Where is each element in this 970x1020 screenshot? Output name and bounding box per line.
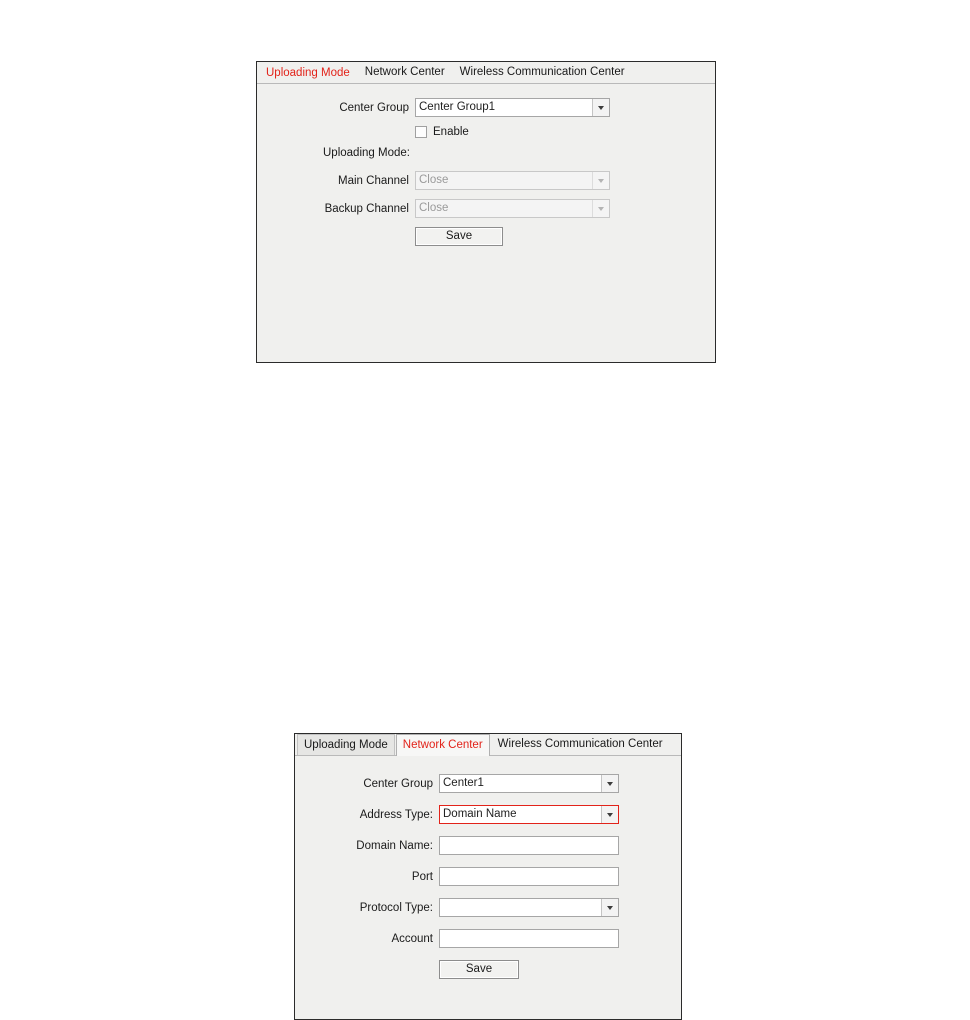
tabstrip-uploading (257, 62, 715, 84)
row-backup-channel (257, 199, 715, 218)
protocol-type-label: Protocol Type: (359, 901, 433, 914)
tab-uploading-mode[interactable]: Uploading Mode (297, 734, 395, 755)
main-channel-label: Main Channel (338, 174, 409, 187)
row-center-group (295, 774, 681, 793)
uploading-mode-dialog (256, 61, 716, 363)
main-channel-select[interactable] (415, 171, 610, 190)
uploading-mode-form (257, 84, 715, 246)
port-input[interactable] (439, 867, 619, 886)
enable-label: Enable (433, 126, 469, 138)
tab-network-center[interactable]: Network Center (396, 734, 490, 756)
center-group-value: Center Group1 (419, 101, 496, 113)
center-group-label: Center Group (339, 101, 409, 114)
save-button[interactable]: Save (439, 960, 519, 979)
center-group-select[interactable] (415, 98, 610, 117)
tab-wireless-communication-center[interactable]: Wireless Communication Center (459, 66, 625, 78)
main-channel-value: Close (419, 174, 449, 186)
tab-wireless-communication-center[interactable]: Wireless Communication Center (497, 738, 663, 750)
row-protocol-type (295, 898, 681, 917)
row-save (415, 227, 715, 246)
network-center-dialog (294, 733, 682, 1020)
port-label: Port (411, 870, 433, 883)
address-type-label: Address Type: (359, 808, 433, 821)
account-input[interactable] (439, 929, 619, 948)
domain-name-label: Domain Name: (356, 839, 433, 852)
tabstrip-network (295, 734, 681, 756)
row-address-type (295, 805, 681, 824)
center-group-label: Center Group (363, 777, 433, 790)
row-enable (415, 126, 715, 138)
backup-channel-label: Backup Channel (324, 202, 409, 215)
center-group-select[interactable] (439, 774, 619, 793)
tab-uploading-mode[interactable]: Uploading Mode (266, 67, 350, 79)
chevron-down-icon[interactable] (601, 899, 618, 916)
center-group-value: Center1 (443, 777, 484, 789)
account-label: Account (391, 932, 433, 945)
row-main-channel (257, 171, 715, 190)
row-domain-name (295, 836, 681, 855)
backup-channel-value: Close (419, 202, 449, 214)
chevron-down-icon[interactable] (592, 172, 609, 189)
enable-checkbox[interactable] (415, 126, 427, 138)
row-center-group (257, 98, 715, 117)
backup-channel-select[interactable] (415, 199, 610, 218)
tab-network-center[interactable]: Network Center (364, 66, 445, 78)
save-button[interactable]: Save (415, 227, 503, 246)
row-uploading-mode-heading (257, 147, 715, 159)
domain-name-input[interactable] (439, 836, 619, 855)
chevron-down-icon[interactable] (601, 775, 618, 792)
chevron-down-icon[interactable] (601, 806, 618, 823)
address-type-value: Domain Name (443, 808, 517, 820)
row-port (295, 867, 681, 886)
uploading-mode-section-label: Uploading Mode: (323, 147, 410, 159)
chevron-down-icon[interactable] (592, 200, 609, 217)
address-type-select[interactable] (439, 805, 619, 824)
chevron-down-icon[interactable] (592, 99, 609, 116)
row-save (439, 960, 681, 979)
protocol-type-select[interactable] (439, 898, 619, 917)
row-account (295, 929, 681, 948)
network-center-form (295, 756, 681, 979)
